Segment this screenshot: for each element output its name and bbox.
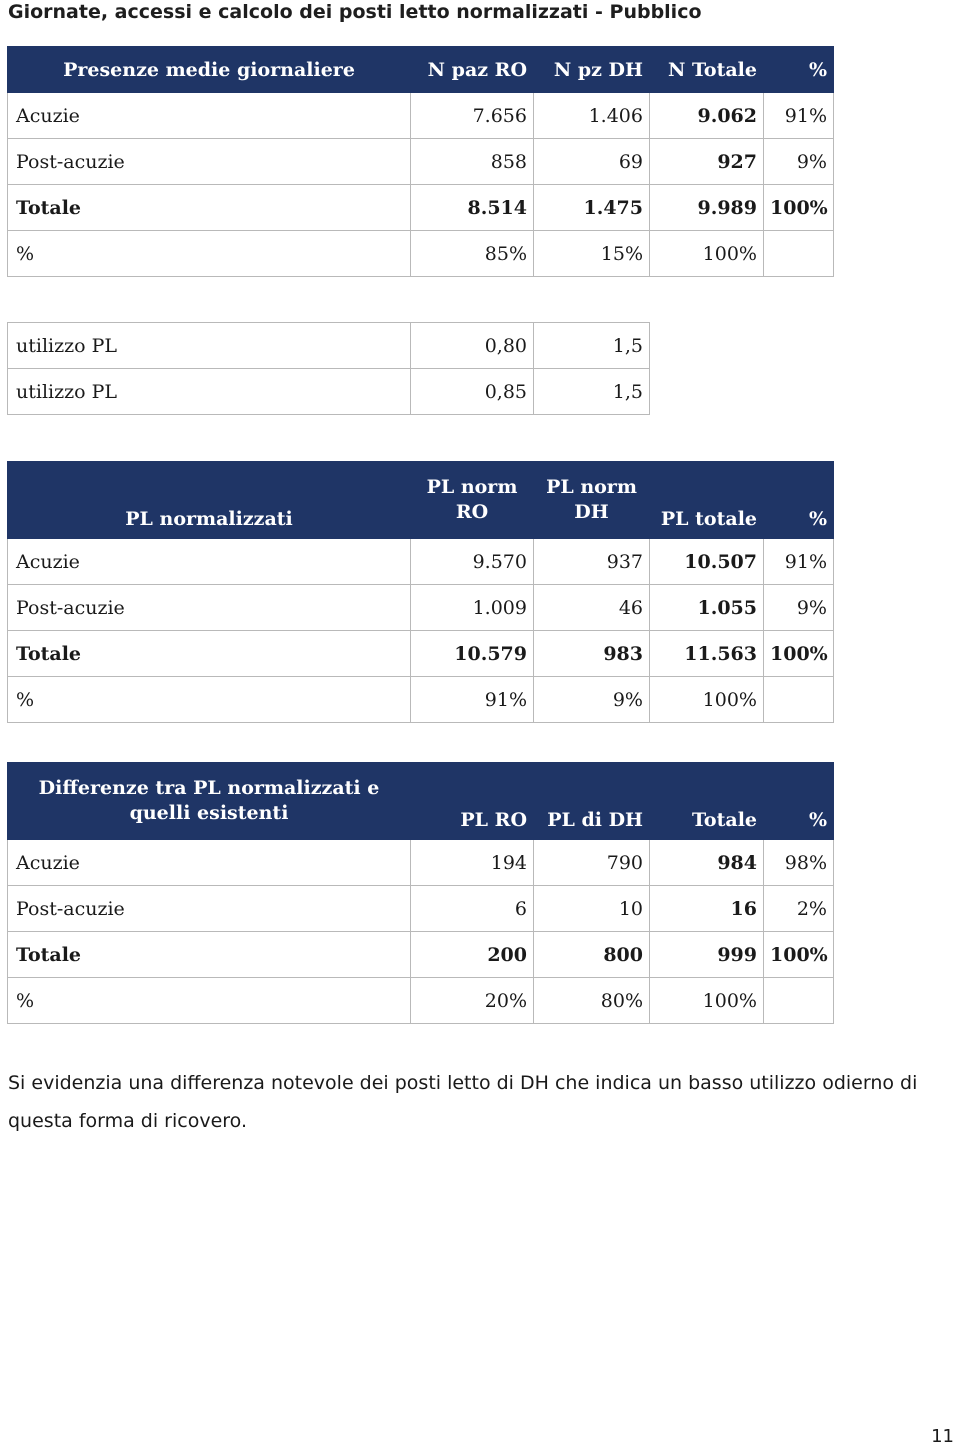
presenze-table [7,46,834,277]
table-row [8,539,834,585]
column-header: Presenze medie giornaliere [8,47,411,93]
table-cell: 984 [650,840,764,886]
column-header: PL normalizzati [8,462,411,539]
column-header: N paz RO [411,47,534,93]
table-cell: 46 [534,585,650,631]
table-cell: 8.514 [411,185,534,231]
table-cell: 0,85 [411,369,534,415]
row-label: Totale [8,932,411,978]
table-cell: 100% [764,185,834,231]
row-label: Post-acuzie [8,886,411,932]
table-header-row [8,47,834,93]
table-cell: 100% [764,631,834,677]
column-header: % [764,763,834,840]
column-header-label: Differenze tra PL normalizzati e quelli esistenti [38,777,380,824]
column-header: PL RO [411,763,534,840]
page-title: Giornate, accessi e calcolo dei posti letto normalizzati - Pubblico [8,1,702,23]
table-cell: 11.563 [650,631,764,677]
table-cell: 91% [411,677,534,723]
table-cell: 1,5 [534,369,650,415]
table-cell: 983 [534,631,650,677]
table-row [8,886,834,932]
table-row [8,93,834,139]
table-row [8,978,834,1024]
table-cell: 9% [764,139,834,185]
table-cell: 937 [534,539,650,585]
table-cell: 98% [764,840,834,886]
row-label: Acuzie [8,539,411,585]
table-cell: 9.062 [650,93,764,139]
column-header: N pz DH [534,47,650,93]
table-cell: 1.055 [650,585,764,631]
table-cell: 100% [650,978,764,1024]
table-cell: 194 [411,840,534,886]
row-label: Post-acuzie [8,585,411,631]
table-cell: 790 [534,840,650,886]
table-cell: 927 [650,139,764,185]
table-row-total [8,631,834,677]
table-cell: 10 [534,886,650,932]
row-label: Totale [8,631,411,677]
row-label: Acuzie [8,93,411,139]
column-header: PL totale [650,462,764,539]
row-label: utilizzo PL [8,323,411,369]
row-label: utilizzo PL [8,369,411,415]
column-header: % [764,462,834,539]
utilizzo-table [7,322,650,415]
table-cell: 1.475 [534,185,650,231]
table-cell: 1.009 [411,585,534,631]
column-header [8,763,411,840]
table-cell-empty [764,231,834,277]
row-label: % [8,677,411,723]
table-cell: 7.656 [411,93,534,139]
table-cell: 16 [650,886,764,932]
table-cell: 858 [411,139,534,185]
table-cell: 20% [411,978,534,1024]
column-header: % [764,47,834,93]
row-label: Post-acuzie [8,139,411,185]
column-header-label: PL norm DH [546,476,637,523]
table-cell: 80% [534,978,650,1024]
table-cell: 100% [650,677,764,723]
pl-normalizzati-table [7,461,834,723]
table-cell: 91% [764,539,834,585]
table-cell: 10.579 [411,631,534,677]
differenze-table [7,762,834,1024]
table-row [8,231,834,277]
table-row [8,139,834,185]
table-cell: 2% [764,886,834,932]
table-cell: 9% [534,677,650,723]
table-cell: 800 [534,932,650,978]
row-label: % [8,978,411,1024]
table-row [8,323,650,369]
column-header: Totale [650,763,764,840]
table-row-total [8,185,834,231]
column-header [411,462,534,539]
table-cell: 100% [764,932,834,978]
page-number: 11 [931,1426,954,1447]
table-cell: 200 [411,932,534,978]
column-header: N Totale [650,47,764,93]
table-cell: 9.570 [411,539,534,585]
row-label: Totale [8,185,411,231]
table-cell: 999 [650,932,764,978]
table-cell: 15% [534,231,650,277]
table-cell: 1.406 [534,93,650,139]
table-row [8,369,650,415]
column-header: PL di DH [534,763,650,840]
column-header-label: PL norm RO [426,476,518,523]
footnote-paragraph: Si evidenzia una differenza notevole dei posti letto di DH che indica un basso utilizzo odierno di questa forma di ricovero. [8,1072,918,1132]
table-cell: 69 [534,139,650,185]
table-cell: 85% [411,231,534,277]
table-cell: 9% [764,585,834,631]
table-cell: 100% [650,231,764,277]
table-cell: 10.507 [650,539,764,585]
table-cell-empty [764,978,834,1024]
table-row [8,840,834,886]
table-header-row [8,462,834,539]
table-cell: 9.989 [650,185,764,231]
table-cell: 1,5 [534,323,650,369]
table-row [8,677,834,723]
table-row-total [8,932,834,978]
table-cell: 0,80 [411,323,534,369]
table-row [8,585,834,631]
column-header [534,462,650,539]
row-label: Acuzie [8,840,411,886]
row-label: % [8,231,411,277]
table-header-row [8,763,834,840]
table-cell: 6 [411,886,534,932]
table-cell: 91% [764,93,834,139]
table-cell-empty [764,677,834,723]
